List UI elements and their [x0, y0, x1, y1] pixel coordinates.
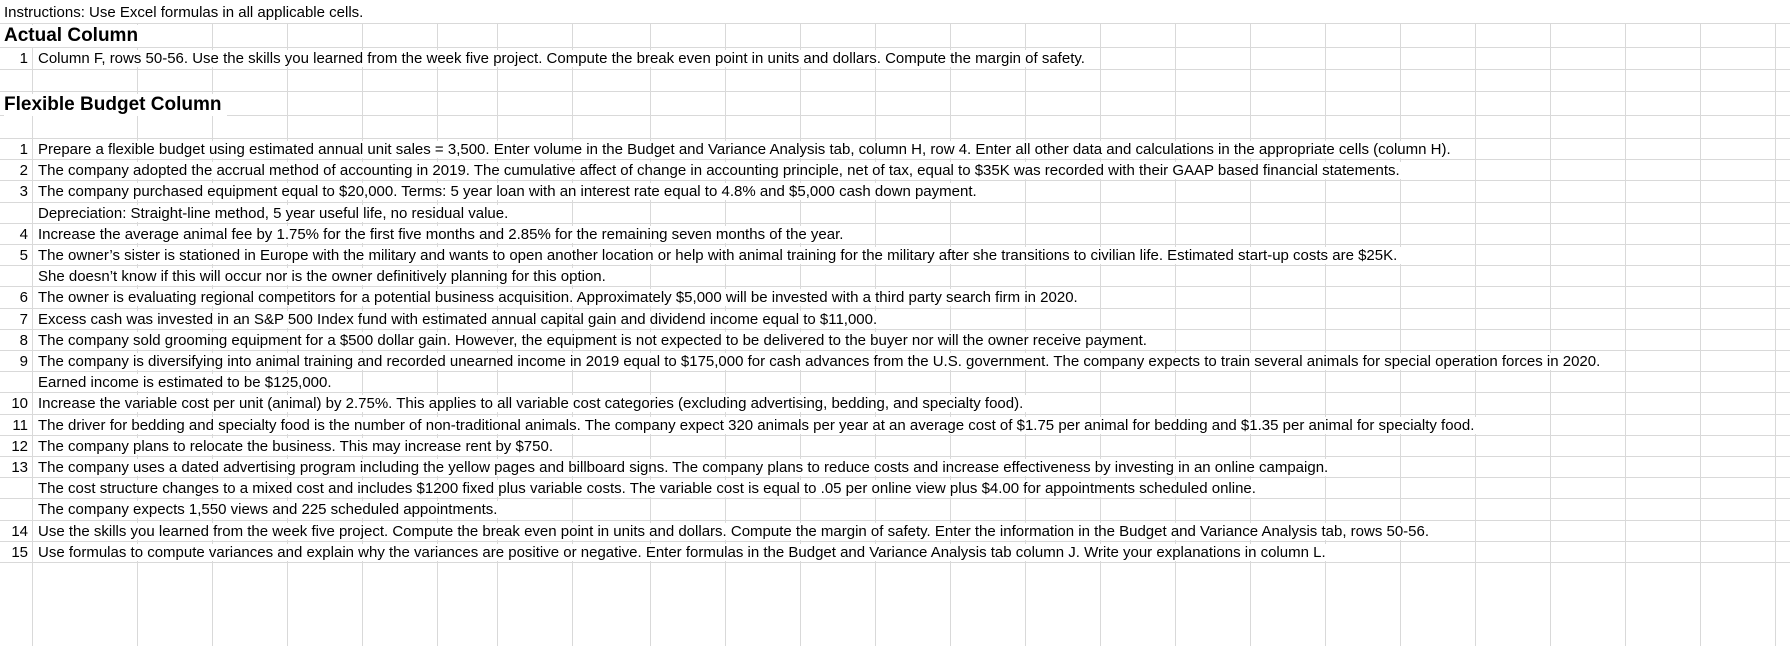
item-text: The company purchased equipment equal to $20,000. Terms: 5 year loan with an interest rate equal to 4.8% and $5,000 cash down payment.: [38, 183, 981, 200]
item-text: Increase the average animal fee by 1.75% for the first five months and 2.85% for the remaining seven months of the year.: [38, 226, 847, 243]
item-text: The cost structure changes to a mixed cost and includes $1200 fixed plus variable costs. The variable cost is equal to .05 per online view plus $4.00 for appointments scheduled online.: [38, 480, 1260, 497]
empty-row[interactable]: [0, 116, 1790, 139]
item-text: The driver for bedding and specialty food is the number of non-traditional animals. The company expect 320 animals per year at an average cost of $1.75 per animal for bedding and $1.35 per animal for specialty food.: [38, 417, 1478, 434]
table-row[interactable]: [0, 351, 1790, 372]
table-row[interactable]: [0, 457, 1790, 478]
table-row[interactable]: [0, 224, 1790, 245]
table-row[interactable]: [0, 203, 1790, 224]
item-number: 1: [19, 141, 28, 158]
table-row[interactable]: [0, 521, 1790, 542]
actual-column-title: Actual Column: [4, 25, 144, 47]
table-row[interactable]: [0, 139, 1790, 160]
table-row[interactable]: [0, 415, 1790, 436]
item-number: 10: [11, 395, 28, 413]
item-number: 14: [11, 522, 28, 540]
empty-row[interactable]: [0, 70, 1790, 92]
table-row[interactable]: [0, 266, 1790, 287]
item-text: Earned income is estimated to be $125,000.: [38, 374, 336, 391]
item-text: Use formulas to compute variances and explain why the variances are positive or negative. Enter formulas in the Budget and Variance Analysis tab column J. Write your explanations in column L.: [38, 544, 1330, 561]
table-row[interactable]: [0, 499, 1790, 520]
item-text: The company is diversifying into animal training and recorded unearned income in 2019 equal to $175,000 for cash advances from the U.S. government. The company expects to train several animals for special operation forces in 2020.: [38, 353, 1604, 370]
table-row[interactable]: [0, 330, 1790, 351]
item-text: Use the skills you learned from the week five project. Compute the break even point in units and dollars. Compute the margin of safety. Enter the information in the Budget and Variance Analysis tab, rows 50-56.: [38, 523, 1433, 540]
item-number: 7: [19, 310, 28, 328]
actual-heading-row[interactable]: [0, 24, 1790, 48]
item-text: The owner’s sister is stationed in Europe with the military and wants to open another location or help with animal training for the military after she transitions to civilian life. Estimated start-up costs are $25K.: [38, 247, 1401, 264]
item-text: Depreciation: Straight-line method, 5 year useful life, no residual value.: [38, 205, 512, 222]
item-text: Column F, rows 50-56. Use the skills you learned from the week five project. Compute the break even point in units and dollars. Compute the margin of safety.: [38, 50, 1089, 67]
item-number: 4: [19, 225, 28, 243]
item-number: 13: [11, 459, 28, 476]
item-text: Excess cash was invested in an S&P 500 Index fund with estimated annual capital gain and dividend income equal to $11,000.: [38, 311, 881, 328]
item-text: The company sold grooming equipment for a $500 dollar gain. However, the equipment is not expected to be delivered to the buyer nor will the owner receive payment.: [38, 332, 1151, 349]
item-text: The company plans to relocate the business. This may increase rent by $750.: [38, 438, 557, 455]
table-row[interactable]: [0, 372, 1790, 393]
item-number: 5: [19, 247, 28, 264]
flexible-budget-title: Flexible Budget Column: [4, 94, 227, 116]
table-row[interactable]: [0, 160, 1790, 181]
table-row[interactable]: [0, 436, 1790, 457]
item-text: The company adopted the accrual method of accounting in 2019. The cumulative affect of change in accounting principle, net of tax, equal to $35K was recorded with their GAAP based financial statements.: [38, 162, 1404, 179]
item-number: 12: [11, 437, 28, 455]
table-row[interactable]: [0, 245, 1790, 266]
table-row[interactable]: [0, 309, 1790, 330]
item-number: 1: [19, 50, 28, 67]
table-row[interactable]: [0, 478, 1790, 499]
item-number: 9: [19, 353, 28, 370]
flexible-heading-row[interactable]: [0, 92, 1790, 116]
item-text: Prepare a flexible budget using estimated annual unit sales = 3,500. Enter volume in the Budget and Variance Analysis tab, column H, row 4. Enter all other data and calculations in the appropriate cells (column H).: [38, 141, 1455, 158]
item-number: 3: [19, 183, 28, 201]
item-number: 11: [12, 416, 28, 434]
item-text: The owner is evaluating regional competitors for a potential business acquisition. Approximately $5,000 will be invested with a third party search firm in 2020.: [38, 289, 1082, 306]
table-row[interactable]: [0, 542, 1790, 563]
item-text: Increase the variable cost per unit (animal) by 2.75%. This applies to all variable cost categories (excluding advertising, bedding, and specialty food).: [38, 395, 1027, 412]
table-row[interactable]: [0, 48, 1790, 70]
instructions-text: Instructions: Use Excel formulas in all applicable cells.: [4, 4, 367, 21]
item-text: The company expects 1,550 views and 225 scheduled appointments.: [38, 501, 501, 518]
table-row[interactable]: [0, 287, 1790, 308]
item-number: 8: [19, 331, 28, 349]
table-row[interactable]: [0, 181, 1790, 202]
item-number: 15: [11, 543, 28, 561]
item-text: The company uses a dated advertising program including the yellow pages and billboard signs. The company plans to reduce costs and increase effectiveness by investing in an online campaign.: [38, 459, 1332, 476]
item-number: 6: [19, 289, 28, 307]
item-text: She doesn’t know if this will occur nor is the owner definitively planning for this option.: [38, 268, 610, 285]
item-number: 2: [19, 162, 28, 180]
table-row[interactable]: [0, 393, 1790, 414]
instructions-row[interactable]: [0, 0, 1790, 24]
